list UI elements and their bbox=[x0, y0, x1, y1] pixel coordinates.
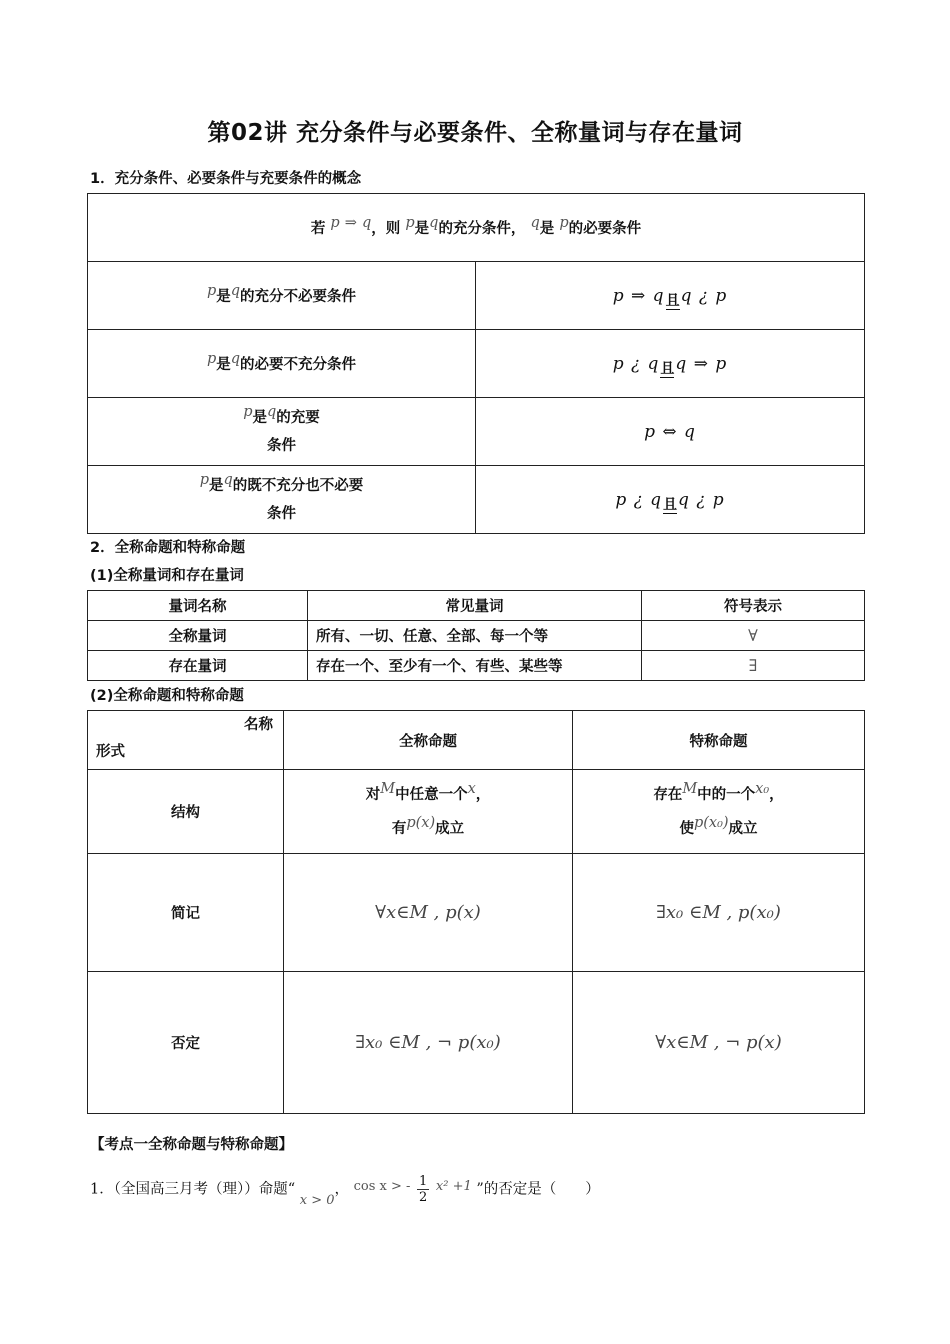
proposition-table bbox=[87, 710, 865, 1114]
var-q: q bbox=[429, 215, 439, 231]
intro-text: 的充分条件， bbox=[438, 221, 526, 237]
formula: p ¿ q bbox=[612, 353, 660, 374]
column-header: 特称命题 bbox=[573, 711, 865, 770]
condition-symbol bbox=[476, 330, 865, 398]
question-text: 1．（全国高三月考（理））命题“ bbox=[90, 1181, 296, 1198]
formula: p ⇔ q bbox=[644, 421, 696, 442]
existential-negation-formula: ∀x∈M , ¬ p(x) bbox=[573, 972, 865, 1114]
section2-sub2: (2)全称命题和特称命题 bbox=[90, 688, 244, 704]
text: ， bbox=[769, 786, 784, 803]
universal-negation-formula: ∃x₀ ∈M , ¬ p(x₀) bbox=[284, 972, 573, 1114]
text: 存在 bbox=[653, 786, 683, 803]
label-text: 是 bbox=[216, 357, 231, 373]
var-x0: x₀ bbox=[755, 780, 770, 797]
exists-symbol: ∃ bbox=[642, 651, 865, 681]
formula: p(x₀) bbox=[693, 814, 729, 831]
table-cell: 存在量词 bbox=[88, 651, 308, 681]
var-x: x bbox=[467, 780, 476, 797]
intro-text: 的必要条件 bbox=[568, 221, 642, 237]
column-header: 符号表示 bbox=[642, 591, 865, 621]
var-p: p bbox=[199, 471, 209, 488]
implies-symbol: ⇒ bbox=[344, 215, 357, 231]
text: ， bbox=[475, 786, 491, 803]
formula: x > 0 bbox=[299, 1192, 335, 1208]
var-q: q bbox=[230, 283, 241, 299]
formula: q ¿ p bbox=[680, 285, 728, 306]
corner-cell bbox=[88, 711, 284, 770]
universal-short-formula: ∀x∈M , p(x) bbox=[284, 854, 573, 972]
column-header: 全称命题 bbox=[284, 711, 573, 770]
var-p: p bbox=[405, 215, 415, 231]
column-header: 常见量词 bbox=[308, 591, 642, 621]
text: 使 bbox=[679, 820, 694, 837]
universal-structure bbox=[284, 770, 573, 854]
label-text: 是 bbox=[216, 289, 231, 305]
var-p: p bbox=[559, 215, 569, 231]
row-label: 简记 bbox=[88, 854, 284, 972]
existential-short-formula: ∃x₀ ∈M , p(x₀) bbox=[573, 854, 865, 972]
table-row bbox=[88, 330, 865, 398]
label-text: 是 bbox=[252, 409, 267, 426]
condition-label bbox=[88, 262, 476, 330]
page-title: 第02讲 充分条件与必要条件、全称量词与存在量词 bbox=[207, 120, 743, 146]
concept-intro bbox=[88, 194, 865, 262]
label-text: 是 bbox=[209, 477, 224, 494]
table-row bbox=[88, 621, 865, 651]
question-text: ， bbox=[334, 1181, 350, 1198]
table-row bbox=[88, 972, 865, 1114]
concept-table bbox=[87, 193, 865, 534]
text: 成立 bbox=[728, 820, 758, 837]
table-header-row bbox=[88, 711, 865, 770]
quantifier-table bbox=[87, 590, 865, 681]
var-p: p bbox=[330, 215, 340, 231]
var-M: M bbox=[380, 780, 396, 797]
text: 对 bbox=[365, 786, 381, 803]
var-M: M bbox=[682, 780, 698, 797]
formula: p(x) bbox=[406, 814, 436, 831]
table-row bbox=[88, 398, 865, 466]
question-1 bbox=[90, 1174, 600, 1208]
corner-top-label: 名称 bbox=[244, 717, 273, 733]
var-q: q bbox=[267, 403, 277, 420]
table-row bbox=[88, 466, 865, 534]
intro-text: ，则 bbox=[371, 221, 401, 237]
table-row bbox=[88, 854, 865, 972]
var-p: p bbox=[206, 283, 217, 299]
condition-label bbox=[88, 466, 476, 534]
intro-text: 若 bbox=[310, 221, 326, 237]
text: 中的一个 bbox=[697, 786, 756, 803]
corner-bottom-label: 形式 bbox=[96, 744, 125, 760]
fraction-denominator: 2 bbox=[419, 1190, 428, 1205]
condition-label bbox=[88, 398, 476, 466]
var-q: q bbox=[230, 351, 241, 367]
var-q: q bbox=[530, 215, 540, 231]
text: 有 bbox=[391, 820, 407, 837]
and-word: 且 bbox=[660, 360, 675, 377]
intro-text: 是 bbox=[414, 221, 430, 237]
section2-heading: 2．全称命题和特称命题 bbox=[90, 540, 246, 556]
label-text: 条件 bbox=[267, 505, 296, 522]
formula: q ¿ p bbox=[678, 489, 725, 510]
formula: x² +1 bbox=[435, 1178, 472, 1194]
exam-heading: 【考点一全称命题与特称命题】 bbox=[90, 1137, 293, 1153]
table-cell: 存在一个、至少有一个、有些、某些等 bbox=[308, 651, 642, 681]
forall-symbol: ∀ bbox=[642, 621, 865, 651]
label-text: 条件 bbox=[267, 437, 296, 454]
table-cell: 所有、一切、任意、全部、每一个等 bbox=[308, 621, 642, 651]
table-row bbox=[88, 770, 865, 854]
condition-symbol bbox=[476, 262, 865, 330]
section2-sub1: (1)全称量词和存在量词 bbox=[90, 568, 244, 584]
text: 中任意一个 bbox=[395, 786, 468, 803]
and-word: 且 bbox=[665, 292, 680, 309]
row-label: 结构 bbox=[88, 770, 284, 854]
fraction bbox=[417, 1174, 429, 1205]
var-p: p bbox=[206, 351, 217, 367]
label-text: 的充要 bbox=[276, 409, 320, 426]
label-text: 的充分不必要条件 bbox=[240, 289, 357, 305]
label-text: 的既不充分也不必要 bbox=[232, 477, 364, 494]
fraction-numerator: 1 bbox=[419, 1174, 428, 1189]
question-text: ”的否定是（ ） bbox=[476, 1181, 600, 1198]
var-q: q bbox=[361, 215, 372, 231]
condition-symbol bbox=[476, 466, 865, 534]
label-text: 的必要不充分条件 bbox=[240, 357, 357, 373]
formula: cos x > - bbox=[353, 1178, 411, 1194]
formula: p ⇒ q bbox=[612, 285, 665, 306]
section1-heading: 1．充分条件、必要条件与充要条件的概念 bbox=[90, 171, 362, 187]
table-cell: 全称量词 bbox=[88, 621, 308, 651]
formula: p ¿ q bbox=[615, 489, 662, 510]
formula: q ⇒ p bbox=[675, 353, 728, 374]
intro-text: 是 bbox=[539, 221, 555, 237]
text: 成立 bbox=[435, 820, 465, 837]
table-row bbox=[88, 262, 865, 330]
row-label: 否定 bbox=[88, 972, 284, 1114]
table-header-row bbox=[88, 591, 865, 621]
and-word: 且 bbox=[663, 496, 677, 513]
var-p: p bbox=[243, 403, 253, 420]
table-row bbox=[88, 651, 865, 681]
condition-label bbox=[88, 330, 476, 398]
existential-structure bbox=[573, 770, 865, 854]
column-header: 量词名称 bbox=[88, 591, 308, 621]
condition-symbol bbox=[476, 398, 865, 466]
var-q: q bbox=[223, 471, 233, 488]
